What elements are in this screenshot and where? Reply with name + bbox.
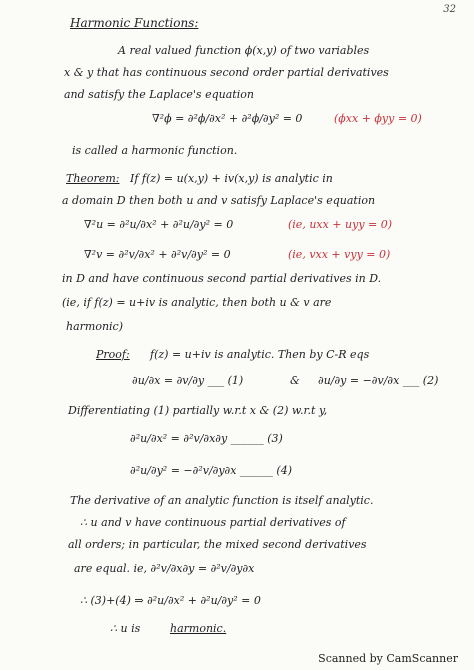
text-line: harmonic) <box>66 320 124 333</box>
page-title: Harmonic Functions: <box>70 16 199 30</box>
text-line: A real valued function ϕ(x,y) of two variables <box>118 44 370 57</box>
u-laplace-equation: ∇²u = ∂²u/∂x² + ∂²u/∂y² = 0 <box>84 218 234 231</box>
text-line: and satisfy the Laplace's equation <box>64 88 254 101</box>
laplace-equation: ∇²ϕ = ∂²ϕ/∂x² + ∂²ϕ/∂y² = 0 <box>152 112 303 125</box>
text-line: ∴ u is <box>110 622 141 635</box>
sum-equation: ∴ (3)+(4) ⇒ ∂²u/∂x² + ∂²u/∂y² = 0 <box>80 594 261 607</box>
text-line: is called a harmonic function. <box>72 144 238 157</box>
page-number: 32 <box>443 4 456 15</box>
cr-equation-1: ∂u/∂x = ∂v/∂y ___ (1) <box>132 374 244 387</box>
derivative-equation-4: ∂²u/∂y² = −∂²v/∂y∂x ______ (4) <box>130 464 293 477</box>
text-line: are equal. ie, ∂²v/∂x∂y = ∂²v/∂y∂x <box>74 562 255 575</box>
text-line: Differentiating (1) partially w.r.t x & (2) w.r.t y, <box>68 404 328 417</box>
harmonic-conclusion: harmonic. <box>170 622 227 635</box>
derivative-equation-3: ∂²u/∂x² = ∂²v/∂x∂y ______ (3) <box>130 432 283 445</box>
text-line: in D and have continuous second partial derivatives in D. <box>62 272 382 285</box>
theorem-label: Theorem: <box>66 172 120 185</box>
text-line: The derivative of an analytic function is itself analytic. <box>70 494 374 507</box>
v-laplace-note: (ie, vxx + vyy = 0) <box>288 248 391 261</box>
laplace-note: (ϕxx + ϕyy = 0) <box>334 112 422 125</box>
proof-label: Proof: <box>96 348 130 361</box>
text-line: ∴ u and v have continuous partial derivatives of <box>80 516 346 529</box>
text-line: x & y that has continuous second order partial derivatives <box>64 66 389 79</box>
v-laplace-equation: ∇²v = ∂²v/∂x² + ∂²v/∂y² = 0 <box>84 248 231 261</box>
cr-equation-2: ∂u/∂y = −∂v/∂x ___ (2) <box>318 374 439 387</box>
u-laplace-note: (ie, uxx + uyy = 0) <box>288 218 393 231</box>
text-line: a domain D then both u and v satisfy Laplace's equation <box>62 194 376 207</box>
text-line: all orders; in particular, the mixed second derivatives <box>68 538 367 551</box>
scanner-watermark: Scanned by CamScanner <box>318 652 458 665</box>
text-line: If f(z) = u(x,y) + iv(x,y) is analytic in <box>130 172 333 185</box>
text-line: (ie, if f(z) = u+iv is analytic, then both u & v are <box>62 296 332 309</box>
text-line: f(z) = u+iv is analytic. Then by C-R eqs <box>150 348 370 361</box>
cr-and: & <box>290 374 300 387</box>
